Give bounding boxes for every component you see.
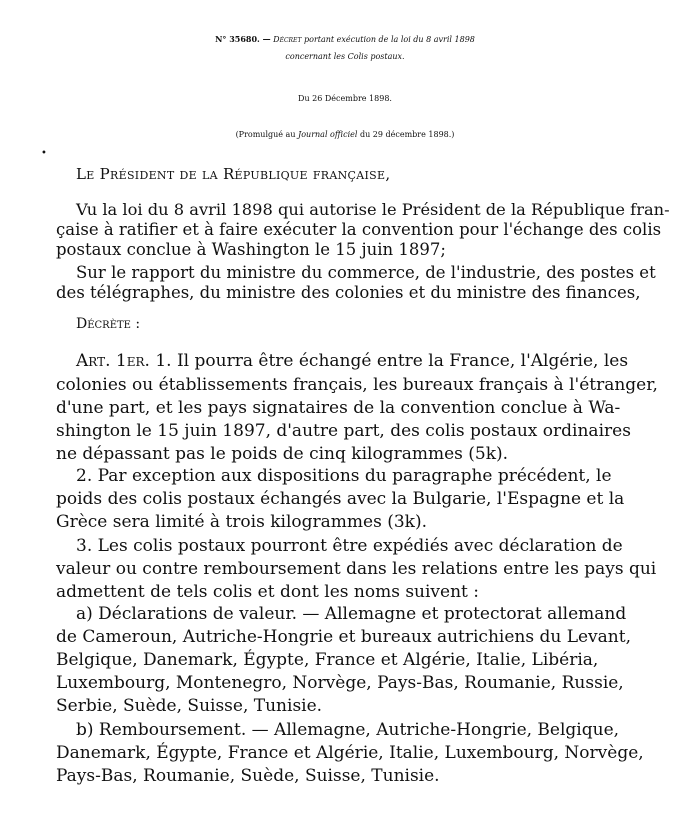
paragraph-a-line: Luxembourg, Montenegro, Norvège, Pays-Bas, Roumanie, Russie, [56, 673, 624, 693]
article-1-line: ne dépassant pas le poids de cinq kilogrammes (5k). [56, 444, 509, 464]
paragraph-3-line: 3. Les colis postaux pourront être expédiés avec déclaration de [76, 536, 623, 556]
preamble-line: Sur le rapport du ministre du commerce, de l'industrie, des postes et [76, 263, 656, 282]
article-1-line: colonies ou établissements français, les bureaux français à l'étranger, [56, 375, 658, 395]
decret-word: Décret [273, 35, 302, 44]
decrete-heading: Décrète : [76, 316, 141, 332]
decree-title-line1 [0, 34, 690, 44]
decree-title-rest: portant exécution de la loi du 8 avril 1898 [304, 35, 475, 44]
preamble-line: çaise à ratifier et à faire exécuter la convention pour l'échange des colis [56, 220, 662, 239]
article-label: Art. 1er. [76, 351, 150, 371]
paragraph-3-line: valeur ou contre remboursement dans les relations entre les pays qui [56, 559, 657, 579]
paragraph-2-line: 2. Par exception aux dispositions du paragraphe précédent, le [76, 466, 612, 486]
journal-officiel: Journal officiel [298, 130, 358, 139]
president-heading: Le Président de la République française, [76, 165, 391, 183]
paragraph-2-line: poids des colis postaux échangés avec la Bulgarie, l'Espagne et la [56, 489, 625, 509]
preamble-line: Vu la loi du 8 avril 1898 qui autorise le Président de la République fran- [76, 200, 670, 219]
paragraph-b-line: Pays-Bas, Roumanie, Suède, Suisse, Tunisie. [56, 766, 440, 786]
article-1-line: shington le 15 juin 1897, d'autre part, des colis postaux ordinaires [56, 421, 631, 441]
paragraph-b-line: Danemark, Égypte, France et Algérie, Italie, Luxembourg, Norvège, [56, 743, 644, 763]
decree-subtitle: concernant les Colis postaux. [285, 52, 405, 61]
preamble-line: postaux conclue à Washington le 15 juin 1897; [56, 240, 446, 259]
paragraph-a-line: de Cameroun, Autriche-Hongrie et bureaux autrichiens du Levant, [56, 627, 631, 647]
promulgation-line [0, 130, 690, 139]
paragraph-a-line: a) Déclarations de valeur. — Allemagne et protectorat allemand [76, 604, 627, 624]
article-1-line [76, 351, 628, 371]
promulgation-start: (Promulgué au [235, 130, 296, 139]
paragraph-3-line: admettent de tels colis et dont les noms suivent : [56, 582, 480, 602]
article-1-line: d'une part, et les pays signataires de la convention conclue à Wa- [56, 398, 621, 418]
article-1-text: 1. Il pourra être échangé entre la France, l'Algérie, les [155, 351, 629, 371]
promulgation-end: du 29 décembre 1898.) [359, 130, 455, 139]
ink-speck: • [41, 148, 47, 159]
paragraph-a-line: Serbie, Suède, Suisse, Tunisie. [56, 696, 323, 716]
decree-number: N° 35680. — [215, 34, 271, 44]
paragraph-a-line: Belgique, Danemark, Égypte, France et Algérie, Italie, Libéria, [56, 650, 599, 670]
decree-date: Du 26 Décembre 1898. [298, 94, 392, 103]
preamble-line: des télégraphes, du ministre des colonies et du ministre des finances, [56, 283, 641, 302]
paragraph-b-line: b) Remboursement. — Allemagne, Autriche-Hongrie, Belgique, [76, 720, 620, 740]
paragraph-2-line: Grèce sera limité à trois kilogrammes (3k). [56, 512, 427, 532]
decree-title-line2 [0, 52, 690, 61]
